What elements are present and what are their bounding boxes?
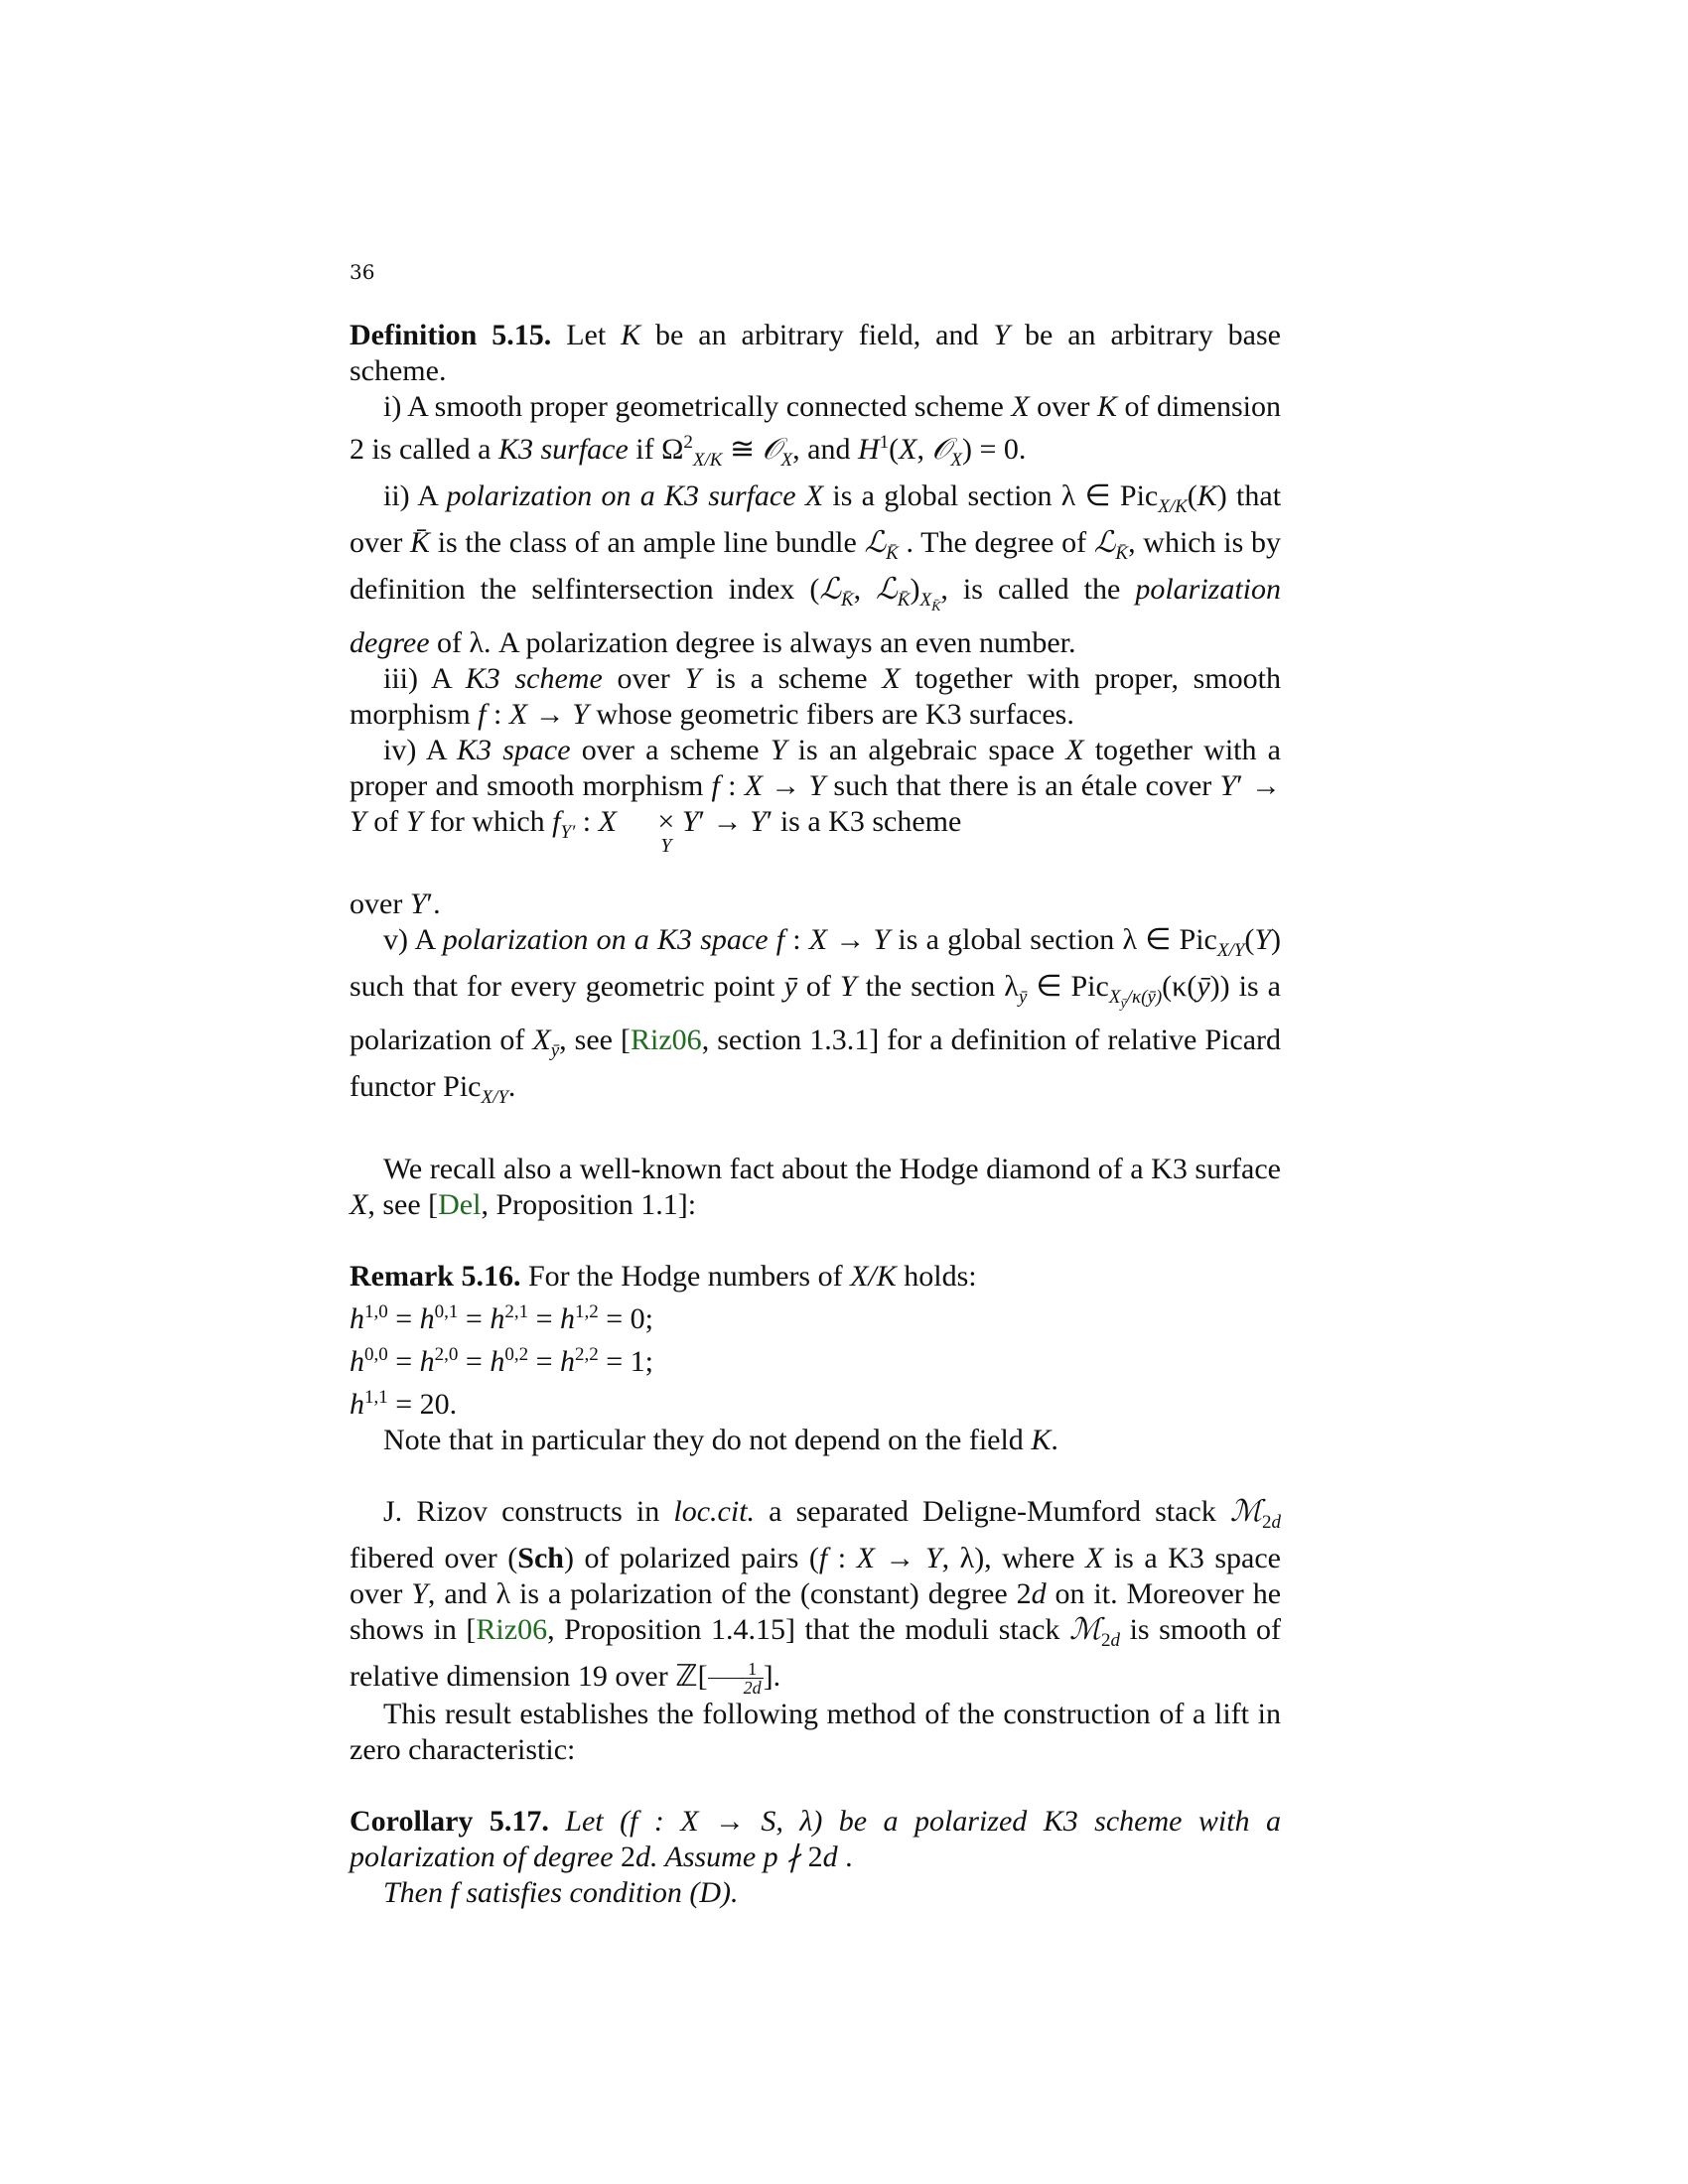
page-number: 36 — [350, 260, 375, 284]
definition-item-iv: iv) A K3 space over a scheme Y is an algebraic space X together with a proper and smooth morphism f : X → Y such that there is an étale cover Y′ → Y of Y for which $f_{Y'}$ : X × Y Y′ → Y′ is a K3 scheme — [350, 733, 1282, 857]
definition-5-15: Definition 5.15. Let K be an arbitrary field, and Y be an arbitrary base scheme. — [350, 319, 1281, 387]
citation-del-link[interactable]: Del — [438, 1187, 482, 1221]
definition-item-ii: ii) A polarization on a K3 surface X is a global section λ ∈ Pic$_{X/K}$(K) that over K̄ is the class of an ample line bundle ℒ$_{K̄}$ . The degree of ℒ$_{K̄}$, which is by definition the selfintersection index (ℒ$_{K̄}$, $ℒ_{K̄})_{X_{K̄}}$, is called the polarization degree of λ. A polarization degree is always an even number. — [350, 479, 1282, 659]
corollary-conclusion: Then f satisfies condition (D). — [383, 1876, 739, 1910]
result-paragraph: This result establishes the following method of the construction of a lift in zero characteristic: — [350, 1698, 1281, 1767]
definition-item-iv-tail: over Y′. — [350, 887, 441, 920]
hodge-line-1: $h^{1,0} = h^{0,1} = h^{2,1} = h^{1,2} = 0$; — [350, 1300, 654, 1335]
recall-paragraph: We recall also a well-known fact about the Hodge diamond of a K3 surface X, see [Del, Proposition 1.1]: — [350, 1152, 1281, 1221]
hodge-line-2: $h^{0,0} = h^{2,0} = h^{0,2} = h^{2,2} = 1$; — [350, 1343, 654, 1378]
hodge-line-3: $h^{1,1} = 20$. — [350, 1386, 458, 1421]
definition-label: Definition 5.15. — [350, 319, 552, 351]
corollary-5-17: Corollary 5.17. Let (f : X → S, λ) be a polarized K3 scheme with a polarization of degree 2d. Assume p ∤ 2d . — [350, 1805, 1281, 1874]
citation-riz06-link[interactable]: Riz06 — [631, 1023, 702, 1056]
page-body — [350, 318, 1281, 1911]
definition-item-v: v) A polarization on a K3 space f : X → Y is a global section λ ∈ Pic$_{X/Y}$(Y) such that for every geometric point ȳ of Y the section $\lambda_ȳ$ ∈ Pic$_{X_ȳ/\kappa(ȳ)}$(κ(ȳ)) is a polarization of $X_ȳ$, see [Riz06, section 1.3.1] for a definition of relative Picard functor Pic$_{X/Y}$. — [350, 922, 1282, 1108]
remark-5-16: Remark 5.16. For the Hodge numbers of X/K holds: — [350, 1259, 977, 1293]
citation-riz06-link-2[interactable]: Riz06 — [476, 1612, 548, 1646]
rizov-paragraph: J. Rizov constructs in loc.cit. a separated Deligne-Mumford stack ℳ$_{2d}$ fibered over (Sch) of polarized pairs (f : X → Y, λ), where X is a K3 space over Y, and λ is a polarization of the (constant) degree 2d on it. Moreover he shows in [Riz06, Proposition 1.4.15] that the moduli stack ℳ$_{2d}$ is smooth of relative dimension 19 over ℤ[ $\frac{1}{2d}$ ]. — [350, 1494, 1282, 1699]
corollary-label: Corollary 5.17. — [350, 1805, 549, 1839]
definition-item-i: i) A smooth proper geometrically connected scheme X over K of dimension 2 is called a K3 surface if $\Omega^2_{X/K}$ ≅ 𝒪$_X$, and $H^1(X$, 𝒪$_X$) = 0. — [350, 390, 1281, 471]
definition-item-iii: iii) A K3 scheme over Y is a scheme X together with proper, smooth morphism f : X → Y whose geometric fibers are K3 surfaces. — [350, 661, 1282, 731]
fraction-one-over-2d: $\frac{1}{2d}$ — [708, 1660, 764, 1697]
remark-label: Remark 5.16. — [350, 1259, 521, 1293]
remark-note: Note that in particular they do not depend on the field K. — [383, 1423, 1058, 1456]
